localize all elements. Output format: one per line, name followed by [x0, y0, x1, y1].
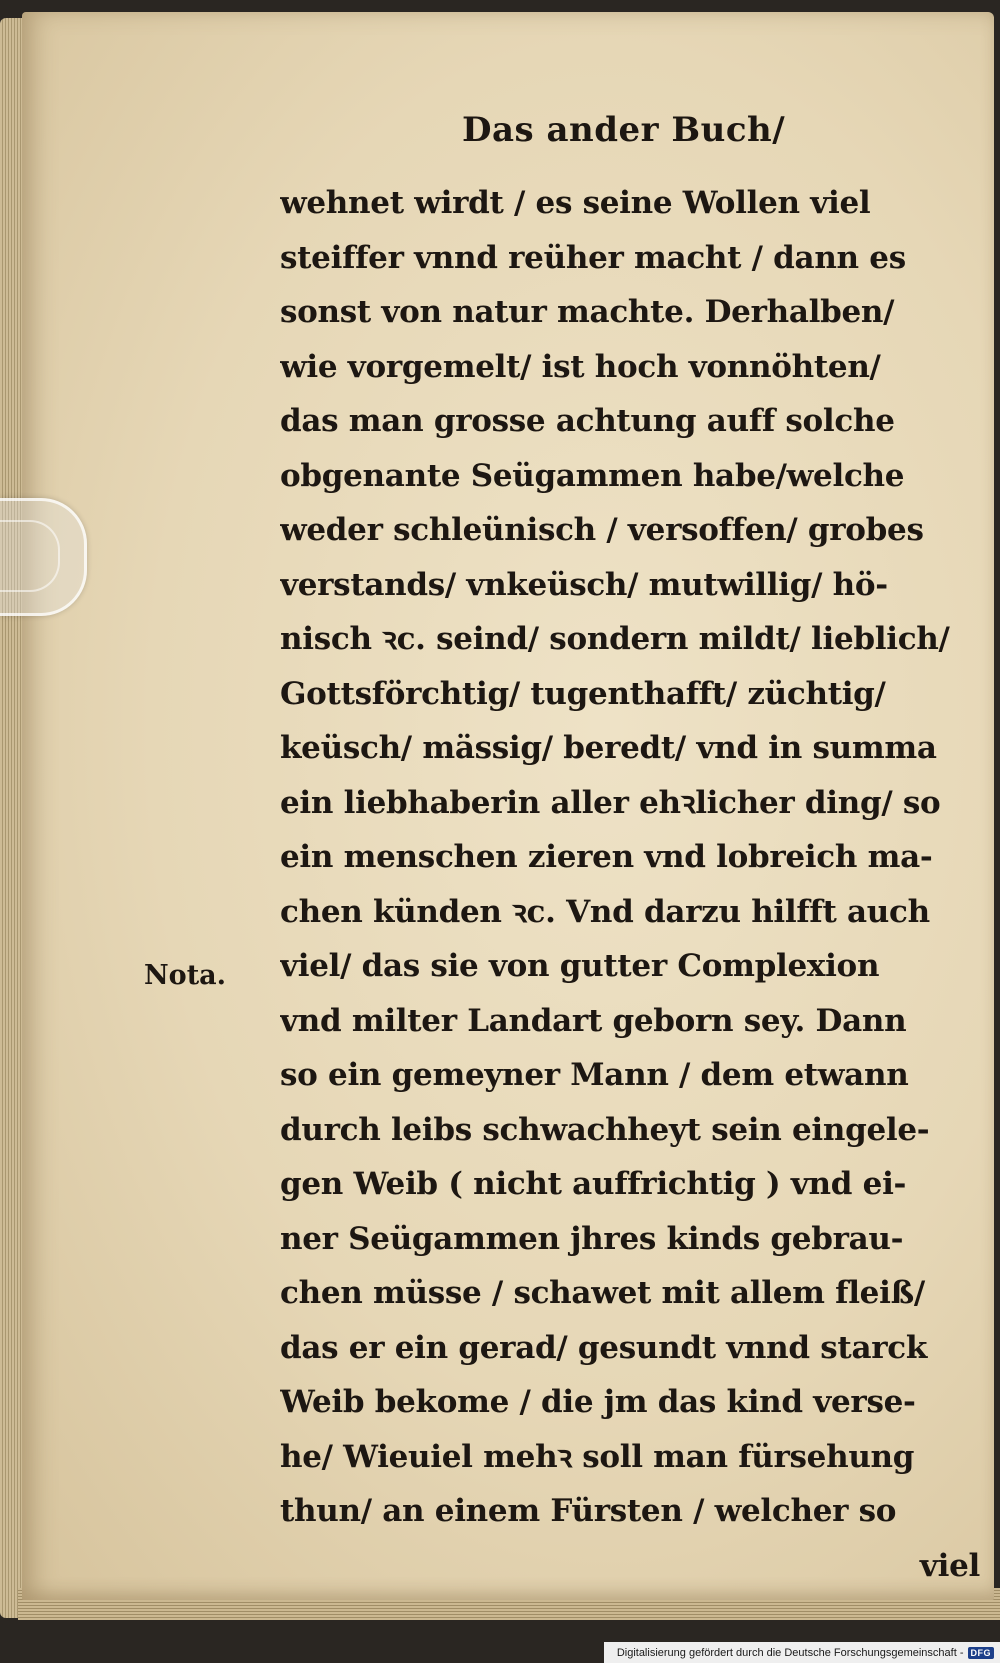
text-line: Gottsförchtig/ tugenthafft/ züchtig/ — [280, 675, 886, 712]
book-page — [22, 12, 994, 1600]
text-line: gen Weib ( nicht auffrichtig ) vnd ei- — [280, 1166, 907, 1202]
text-line: durch leibs schwachheyt sein eingele- — [280, 1111, 930, 1148]
text-line: verstands/ vnkeüsch/ mutwillig/ hö- — [280, 566, 888, 603]
text-line: wehnet wirdt / es seine Wollen viel — [280, 185, 871, 221]
catchword: viel — [919, 1547, 980, 1584]
text-line: wie vorgemelt/ ist hoch vonnöhten/ — [280, 348, 881, 385]
text-line: thun/ an einem Fürsten / welcher so — [280, 1493, 897, 1529]
text-line: chen müsse / schawet mit allem fleiß/ — [280, 1275, 925, 1311]
text-line: Weib bekome / die jm das kind verse- — [280, 1384, 916, 1420]
text-line: keüsch/ mässig/ beredt/ vnd in summa — [280, 730, 937, 766]
text-line: chen künden ꝛc. Vnd darzu hilfft auch — [280, 893, 930, 930]
running-head: Das ander Buch/ — [462, 110, 786, 150]
page-clip-inner — [0, 520, 60, 592]
text-line: ner Seügammen jhres kinds gebrau- — [280, 1220, 904, 1257]
body-text — [280, 176, 980, 1593]
dfg-logo: DFG — [968, 1647, 995, 1659]
text-line: ein menschen zieren vnd lobreich ma- — [280, 839, 933, 875]
text-line: vnd milter Landart geborn sey. Dann — [280, 1002, 907, 1039]
footer-bar — [604, 1642, 1000, 1663]
text-line: viel/ das sie von gutter Complexion — [280, 948, 880, 984]
margin-note: Nota. — [144, 960, 227, 991]
footer-credit: Digitalisierung gefördert durch die Deutsche Forschungsgemeinschaft - — [616, 1646, 964, 1659]
text-line: das er ein gerad/ gesundt vnnd starck — [280, 1329, 928, 1366]
text-line: weder schleünisch / versoffen/ grobes — [280, 512, 924, 548]
text-line: sonst von natur machte. Derhalben/ — [280, 294, 895, 330]
text-line: he/ Wieuiel mehꝛ soll man fürsehung — [280, 1438, 915, 1475]
text-line: so ein gemeyner Mann / dem etwann — [280, 1057, 909, 1093]
text-line: nisch ꝛc. seind/ sondern mildt/ lieblich/ — [280, 621, 950, 657]
text-line: ein liebhaberin aller ehꝛlicher ding/ so — [280, 784, 941, 821]
text-line: steiffer vnnd reüher macht / dann es — [280, 239, 906, 276]
text-line: das man grosse achtung auff solche — [280, 403, 895, 439]
text-line: obgenante Seügammen habe/welche — [280, 457, 905, 494]
